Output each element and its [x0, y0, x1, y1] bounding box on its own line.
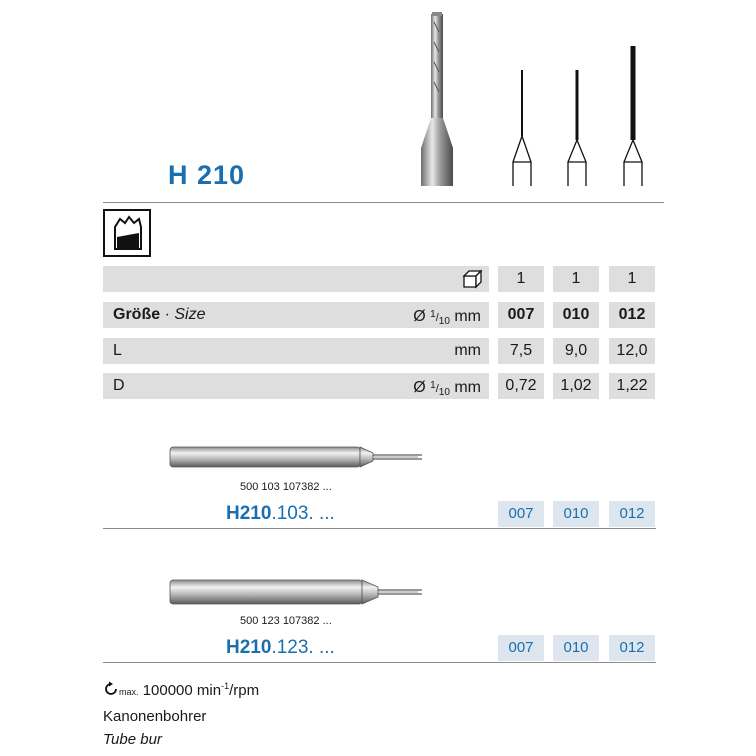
pack-value: 1 [498, 266, 544, 292]
variant-size-code: 010 [553, 501, 599, 527]
size-value: 012 [609, 302, 655, 328]
size-value: 007 [498, 302, 544, 328]
size-unit-mm: mm [454, 308, 481, 325]
speed-value: 100000 min [142, 682, 222, 699]
bur-variant-long-image [168, 577, 426, 607]
bur-closeup-image [405, 8, 470, 188]
fraction-numerator: 1 [430, 380, 436, 391]
fraction-denominator: 10 [438, 316, 450, 327]
diameter-unit-mm: mm [454, 379, 481, 396]
variant-size-code: 012 [609, 501, 655, 527]
variant-ref-number: 500 103 107382 ... [240, 481, 332, 493]
variant-size-code: 007 [498, 635, 544, 661]
order-code-suffix: .103. ... [271, 503, 335, 524]
variant-ref-number: 500 123 107382 ... [240, 615, 332, 627]
length-row-label [103, 338, 489, 364]
speed-unit: /rpm [229, 682, 260, 699]
pack-value: 1 [609, 266, 655, 292]
diameter-value: 0,72 [498, 373, 544, 399]
order-code-base: H210 [226, 503, 272, 524]
diameter-value: 1,22 [609, 373, 655, 399]
variant-divider [103, 662, 656, 663]
size-unit: Ø $^1/_{10}$ mm [413, 308, 481, 327]
product-title: H 210 [168, 160, 246, 190]
length-value: 9,0 [553, 338, 599, 364]
variant-size-code: 007 [498, 501, 544, 527]
tooth-crown-icon [103, 209, 151, 257]
package-icon [461, 269, 483, 289]
speed-exponent: -1 [221, 681, 230, 691]
bur-variant-short-image [168, 444, 426, 470]
product-name-en: Tube bur [103, 731, 162, 748]
speed-subscript: max. [119, 687, 139, 697]
length-value: 7,5 [498, 338, 544, 364]
size-label-de: Größe [113, 306, 161, 323]
diameter-symbol: Ø [413, 308, 426, 325]
length-value: 12,0 [609, 338, 655, 364]
size-separator: · [164, 306, 170, 323]
diameter-row-label [103, 373, 489, 399]
fraction-denominator: 10 [438, 387, 450, 398]
variant-order-code [226, 503, 335, 525]
order-code-base: H210 [226, 637, 272, 658]
pack-row-label [103, 266, 489, 292]
title-divider [103, 202, 664, 203]
product-name-de: Kanonenbohrer [103, 708, 207, 725]
fraction-numerator: 1 [430, 309, 436, 320]
length-unit: mm [454, 342, 481, 359]
length-label: L [113, 342, 122, 359]
diameter-label: D [113, 377, 125, 394]
max-speed [103, 681, 259, 699]
diameter-unit: Ø $^1/_{10}$ mm [413, 379, 481, 398]
size-value: 010 [553, 302, 599, 328]
order-code-suffix: .123. ... [271, 637, 335, 658]
diameter-value: 1,02 [553, 373, 599, 399]
variant-size-code: 012 [609, 635, 655, 661]
size-label-en: Size [174, 306, 206, 323]
variant-divider [103, 528, 656, 529]
size-row-label [103, 302, 489, 328]
variant-size-code: 010 [553, 635, 599, 661]
diameter-symbol: Ø [413, 379, 426, 396]
rotation-icon [103, 681, 119, 697]
bur-size-outlines [500, 40, 650, 190]
pack-value: 1 [553, 266, 599, 292]
variant-order-code [226, 637, 335, 659]
